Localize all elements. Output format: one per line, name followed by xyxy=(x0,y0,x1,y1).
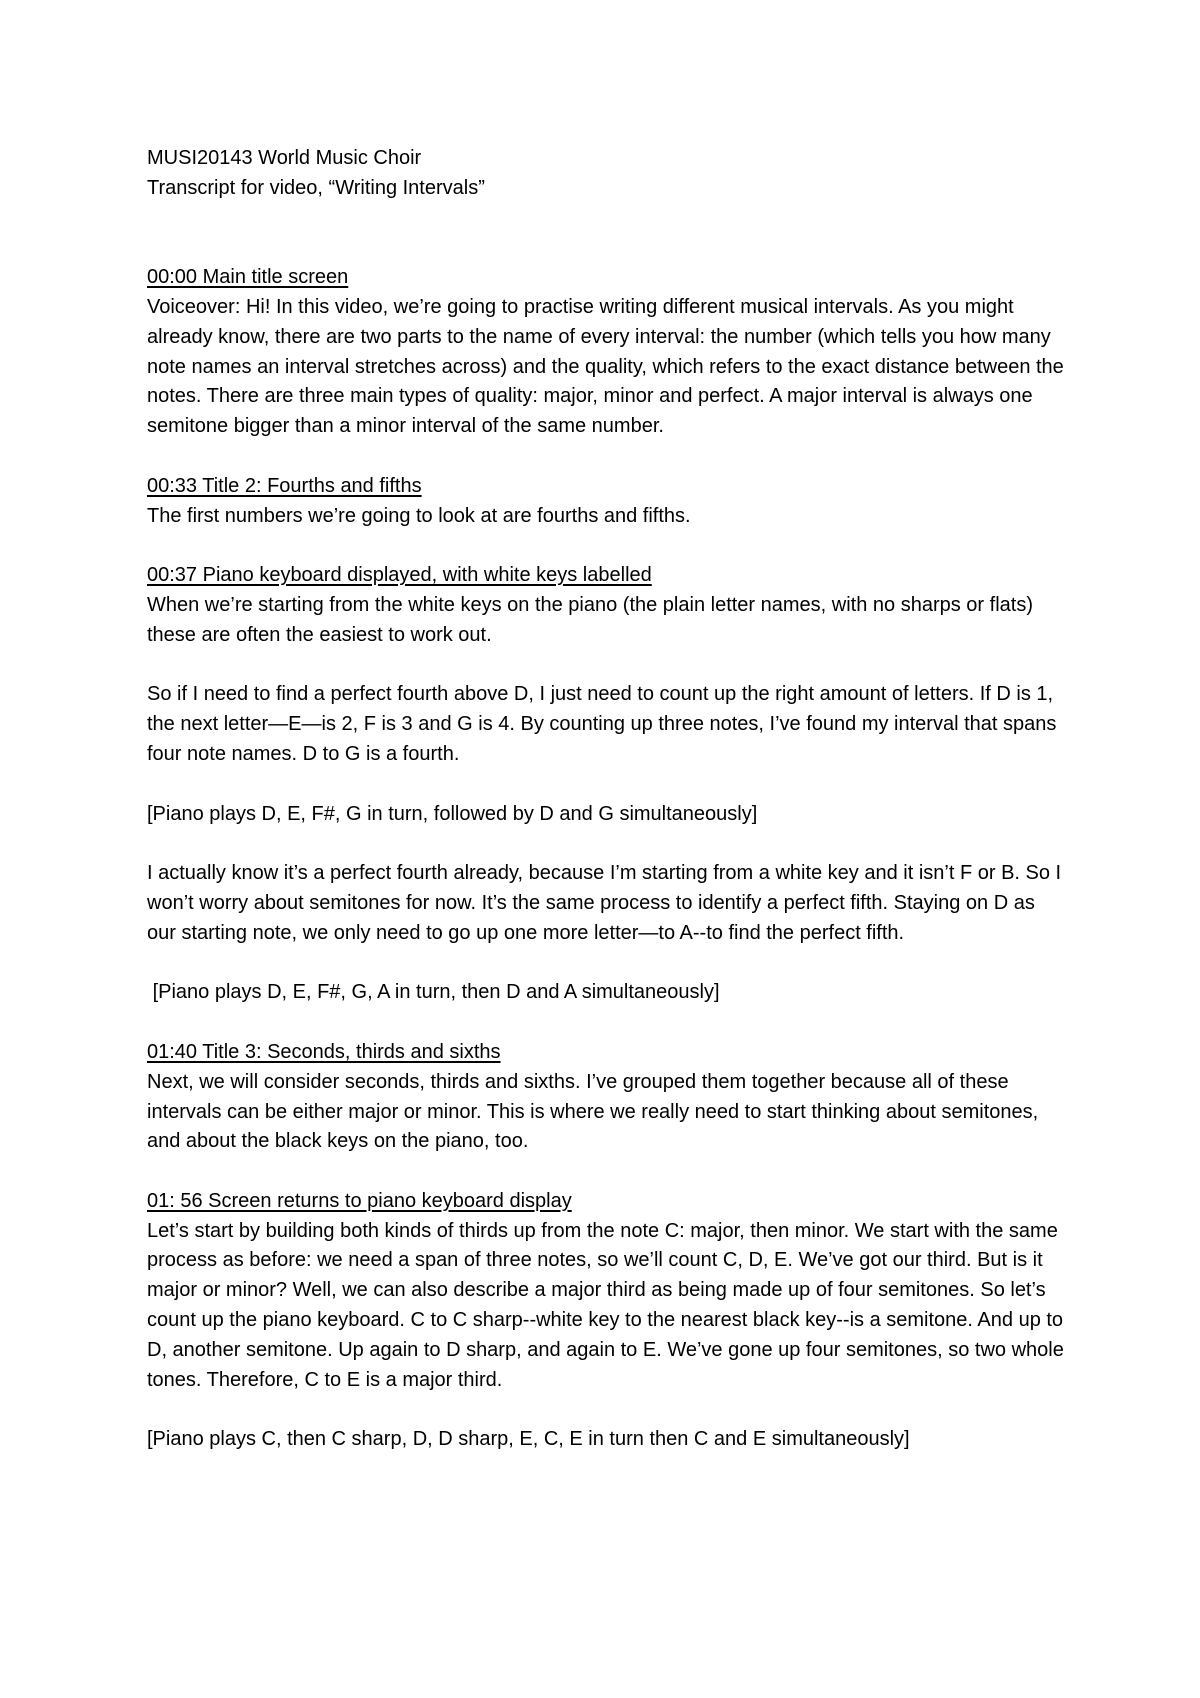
spacer xyxy=(147,1157,1067,1187)
transcript-body xyxy=(147,144,1067,1455)
spacer xyxy=(147,829,1067,859)
section-paragraph: Next, we will consider seconds, thirds and sixths. I’ve grouped them together because all of these intervals can be either major or minor. This is where we really need to start thinking about semitones, and about the black keys on the piano, too. xyxy=(147,1070,1039,1153)
course-line: MUSI20143 World Music Choir xyxy=(147,147,422,169)
spacer xyxy=(147,204,1067,264)
spacer xyxy=(147,949,1067,979)
section-heading-seconds-thirds-sixths: 01:40 Title 3: Seconds, thirds and sixths xyxy=(147,1040,501,1063)
section-heading-main-title: 00:00 Main title screen xyxy=(147,266,349,289)
section-paragraph: When we’re starting from the white keys on the piano (the plain letter names, with no sharps or flats) these are often the easiest to work out. xyxy=(147,593,1033,646)
stage-direction: [Piano plays D, E, F#, G in turn, followed by D and G simultaneously] xyxy=(147,802,758,825)
stage-direction: [Piano plays C, then C sharp, D, D sharp, E, C, E in turn then C and E simultaneously] xyxy=(147,1428,910,1451)
section-heading-piano-keyboard: 00:37 Piano keyboard displayed, with white keys labelled xyxy=(147,564,652,587)
stage-direction: [Piano plays D, E, F#, G, A in turn, then D and A simultaneously] xyxy=(147,981,720,1004)
section-heading-keyboard-display: 01: 56 Screen returns to piano keyboard display xyxy=(147,1189,572,1212)
spacer xyxy=(147,531,1067,561)
spacer xyxy=(147,651,1067,681)
section-paragraph: I actually know it’s a perfect fourth already, because I’m starting from a white key and it isn’t F or B. So I won’t worry about semitones for now. It’s the same process to identify a perfect fifth. Staying on D as our starting note, we only need to go up one more letter—to A--to find the perfect fifth. xyxy=(147,862,1062,944)
section-paragraph: Voiceover: Hi! In this video, we’re going to practise writing different musical intervals. As you might already know, there are two parts to the name of every interval: the number (which tells you how many note names an interval stretches across) and the quality, which refers to the exact distance between the notes. There are three main types of quality: major, minor and perfect. A major interval is always one semitone bigger than a minor interval of the same number. xyxy=(147,295,1064,438)
spacer xyxy=(147,770,1067,800)
spacer xyxy=(147,1008,1067,1038)
spacer xyxy=(147,1395,1067,1425)
section-paragraph: Let’s start by building both kinds of thirds up from the note C: major, then minor. We start with the same process as before: we need a span of three notes, so we’ll count C, D, E. We’ve got our third. But is it major or minor? Well, we can also describe a major third as being made up of four semitones. So let’s count up the piano keyboard. C to C sharp--white key to the nearest black key--is a semitone. And up to D, another semitone. Up again to D sharp, and again to E. We’ve gone up four semitones, so two whole tones. Therefore, C to E is a major third. xyxy=(147,1219,1064,1391)
section-heading-fourths-fifths: 00:33 Title 2: Fourths and fifths xyxy=(147,474,422,497)
spacer xyxy=(147,442,1067,472)
section-paragraph: The first numbers we’re going to look at are fourths and fifths. xyxy=(147,504,691,527)
section-paragraph: So if I need to find a perfect fourth above D, I just need to count up the right amount of letters. If D is 1, the next letter—E—is 2, F is 3 and G is 4. By counting up three notes, I’ve found my interval that spans four note names. D to G is a fourth. xyxy=(147,683,1057,765)
document-title: Transcript for video, “Writing Intervals” xyxy=(147,176,485,199)
